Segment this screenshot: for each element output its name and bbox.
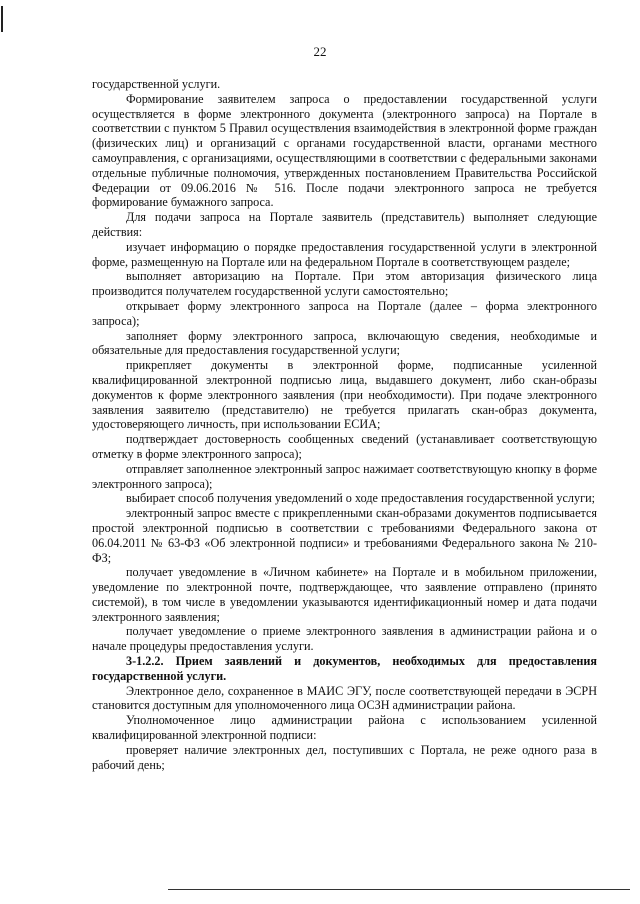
page-number: 22: [313, 44, 327, 59]
paragraph: прикрепляет документы в электронной форме, подписанные усиленной квалифицированной электронной подписью лица, выдавшего документ, либо скан-образы документов к форме электронного заявления (при необходимости). При подаче электронного заявления заявителю (представителю) не требуется прилагать скан-образ документа, удостоверяющего личность, при использовании ЕСИА;: [92, 358, 597, 432]
paragraph: открывает форму электронного запроса на Портале (далее – форма электронного запроса);: [92, 298, 597, 328]
paragraph: получает уведомление о приеме электронного заявления в администрации района и о начале процедуры предоставления услуги.: [92, 624, 597, 654]
paragraph: проверяет наличие электронных дел, поступивших с Портала, не реже одного раза в рабочий день;: [92, 742, 597, 772]
document-body: [92, 77, 597, 772]
paragraph: заполняет форму электронного запроса, включающую сведения, необходимые и обязательные для предоставления государственной услуги;: [92, 328, 597, 358]
paragraph: подтверждает достоверность сообщенных сведений (устанавливает соответствующую отметку в форме электронного запроса);: [92, 432, 597, 461]
paragraph: получает уведомление в «Личном кабинете» на Портале и в мобильном приложении, уведомление по электронной почте, подтверждающее, что заявление отправлено (принято системой), в том числе в уведомлении указываются идентификационный номер и дата подачи электронного заявления;: [92, 565, 597, 624]
paragraph: выполняет авторизацию на Портале. При этом авторизация физического лица производится получателем государственной услуги самостоятельно;: [92, 269, 597, 299]
paragraph: государственной услуги.: [92, 77, 221, 91]
bottom-rule: [168, 889, 630, 890]
paragraph: отправляет заполненное электронный запрос нажимает соответствующую кнопку в форме электронного запроса);: [92, 461, 597, 491]
paragraph: Уполномоченное лицо администрации района с использованием усиленной квалифицированной электронной подписи:: [92, 713, 597, 743]
paragraph: Для подачи запроса на Портале заявитель (представитель) выполняет следующие действия:: [92, 210, 597, 239]
paragraph: изучает информацию о порядке предоставления государственной услуги в электронной форме, размещенную на Портале или на федеральном Портале в соответствующем разделе;: [92, 239, 597, 269]
section-heading: 3-1.2.2. Прием заявлений и документов, необходимых для предоставления государственной услуги.: [92, 654, 597, 683]
scan-edge-mark: [1, 6, 3, 32]
paragraph: выбирает способ получения уведомлений о ходе предоставления государственной услуги;: [126, 491, 596, 506]
paragraph: Электронное дело, сохраненное в МАИС ЭГУ, после соответствующей передачи в ЭСРН становится доступным для уполномоченного лица ОСЗН администрации района.: [92, 683, 597, 713]
paragraph: электронный запрос вместе с прикрепленными скан-образами документов подписывается простой электронной подписью в соответствии с требованиями Федерального закона от 06.04.2011 № 63-ФЗ «Об электронной подписи» и требованиями Федерального закона № 210-ФЗ;: [92, 506, 597, 565]
paragraph: Формирование заявителем запроса о предоставлении государственной услуги осуществляется в форме электронного документа (электронного запроса) на Портале в соответствии с пунктом 5 Правил осуществления взаимодействия в электронной форме граждан (физических лиц) и организаций с органами государственной власти, органами местного самоуправления, с организациями, осуществляющими в соответствии с федеральными законами отдельные публичные полномочия, утвержденных постановлением Правительства Российской Федерации от 09.06.2016 № 516. После подачи электронного запроса не требуется формирование бумажного запроса.: [92, 91, 597, 210]
